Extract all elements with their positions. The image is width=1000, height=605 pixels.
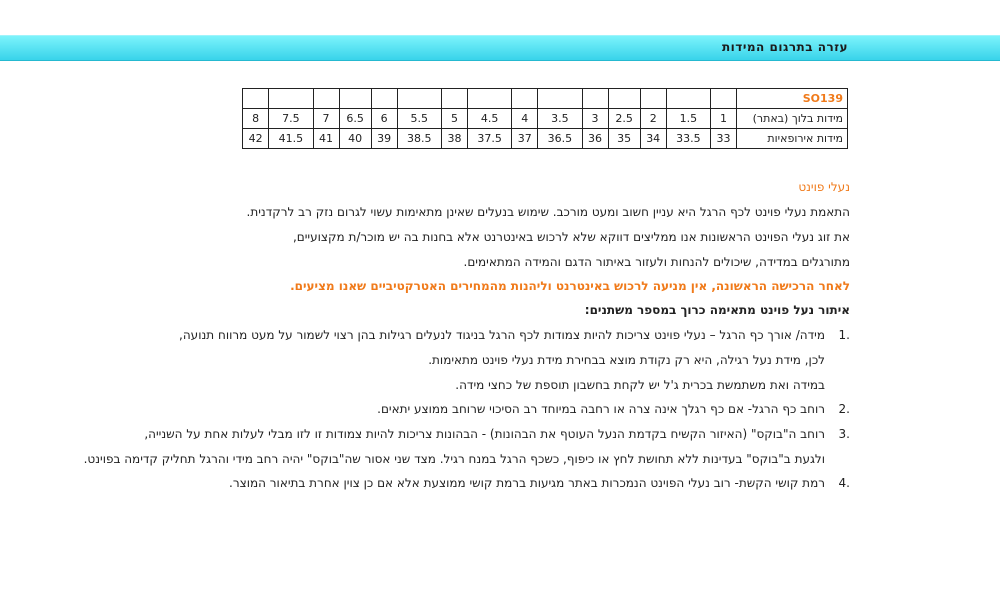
list-number: 2. [838, 402, 850, 416]
page-title: עזרה בתרגום המידות [721, 40, 848, 54]
table-cell: 6 [371, 109, 397, 129]
table-cell [441, 89, 467, 109]
highlight-text: לאחר הרכישה הראשונה, אין מניעה לרכוש באינטרנט וליהנות מהמחירים האטרקטיביים שאנו מציעים. [290, 279, 850, 293]
table-cell: 2.5 [608, 109, 640, 129]
table-cell: 37 [512, 129, 538, 149]
table-cell [397, 89, 441, 109]
table-cell: 5 [441, 109, 467, 129]
table-row-european-sizes [243, 129, 848, 149]
table-cell: 3 [582, 109, 608, 129]
table-cell: 4.5 [467, 109, 511, 129]
table-cell: 41.5 [269, 129, 313, 149]
table-cell [313, 89, 339, 109]
paragraph: התאמת נעלי פוינט לכף הרגל היא עניין חשוב ומעט מורכב. שימוש בנעלים שאינן מתאימות עשוי לגרום נזק רב לרקדנית. [246, 205, 850, 219]
table-cell: 1.5 [666, 109, 710, 129]
row-label: מידות בלוך (באתר) [737, 109, 848, 129]
list-heading: איתור נעל פוינט מתאימה כרוך במספר משתנים: [584, 303, 850, 317]
table-cell: 33 [710, 129, 736, 149]
model-code: SO139 [737, 89, 848, 109]
size-conversion-table [242, 88, 848, 149]
table-header-row [243, 89, 848, 109]
list-item-line: מידה/ אורך כף הרגל – נעלי פוינט צריכות להיות צמודות לכף הרגל בניגוד לנעלים רגילות בהן רצוי לשמור על מעט מרווח תנועה, [179, 328, 825, 342]
table-cell [512, 89, 538, 109]
table-cell: 7 [313, 109, 339, 129]
table-cell: 42 [243, 129, 269, 149]
table-cell [538, 89, 582, 109]
table-cell [243, 89, 269, 109]
table-cell: 37.5 [467, 129, 511, 149]
table-cell: 41 [313, 129, 339, 149]
table-cell [710, 89, 736, 109]
table-cell: 4 [512, 109, 538, 129]
table-cell: 36 [582, 129, 608, 149]
table-cell [339, 89, 371, 109]
table-cell: 8 [243, 109, 269, 129]
list-item-line: רוחב ה"בוקס" (האיזור הקשיח בקדמת הנעל העוטף את הבהונות) - הבהונות צריכות להיות צמודות זו לזו מבלי לעלות אחת על השנייה, [144, 427, 825, 441]
table-cell: 7.5 [269, 109, 313, 129]
table-cell: 39 [371, 129, 397, 149]
row-label: מידות אירופאיות [737, 129, 848, 149]
table-cell [467, 89, 511, 109]
list-item-line: במידה ואת משתמשת בכרית ג'ל יש לקחת בחשבון תוספת של כחצי מידה. [455, 378, 825, 392]
list-item-line: לכן, מידת נעל רגילה, היא רק נקודת מוצא בבחירת מידת נעלי פוינט מתאימות. [428, 353, 825, 367]
paragraph: מתורגלים במדידה, שיכולים להנחות ולעזור באיתור הדגם והמידה המתאימים. [463, 255, 850, 269]
list-item-line: רמת קושי הקשת- רוב נעלי הפוינט הנמכרות באתר מגיעות ברמת קושי ממוצעת אלא אם כן צוין אחרת בתיאור המוצר. [229, 476, 825, 490]
paragraph: את זוג נעלי הפוינט הראשונות אנו ממליצים דווקא שלא לרכוש באינטרנט אלא בחנות בה יש מוכר/ת מקצועיים, [292, 230, 850, 244]
table-cell [640, 89, 666, 109]
table-cell [608, 89, 640, 109]
section-heading: נעלי פוינט [798, 180, 850, 194]
table-cell: 36.5 [538, 129, 582, 149]
list-number: 1. [838, 328, 850, 342]
list-number: 3. [838, 427, 850, 441]
table-cell: 35 [608, 129, 640, 149]
table-cell: 40 [339, 129, 371, 149]
table-cell: 1 [710, 109, 736, 129]
table-cell [371, 89, 397, 109]
table-cell [666, 89, 710, 109]
list-item-line: רוחב כף הרגל- אם כף רגלך אינה צרה או רחבה במיוחד רב הסיכוי שרוחב ממוצע יתאים. [377, 402, 825, 416]
table-cell: 5.5 [397, 109, 441, 129]
table-cell: 2 [640, 109, 666, 129]
table-cell: 6.5 [339, 109, 371, 129]
table-cell: 38 [441, 129, 467, 149]
table-cell: 3.5 [538, 109, 582, 129]
table-cell [269, 89, 313, 109]
list-number: 4. [838, 476, 850, 490]
table-cell: 34 [640, 129, 666, 149]
list-item-line: ולגעת ב"בוקס" בעדינות ללא תחושת לחץ או כיפוף, כשכף הרגל במנח רגיל. מצד שני אסור שה"בוקס" יהיה רחב מידי והרגל תחליק קדימה בפוינט. [83, 452, 825, 466]
table-cell: 33.5 [666, 129, 710, 149]
header-bar [0, 35, 1000, 61]
table-cell: 38.5 [397, 129, 441, 149]
table-row-site-sizes [243, 109, 848, 129]
table-cell [582, 89, 608, 109]
